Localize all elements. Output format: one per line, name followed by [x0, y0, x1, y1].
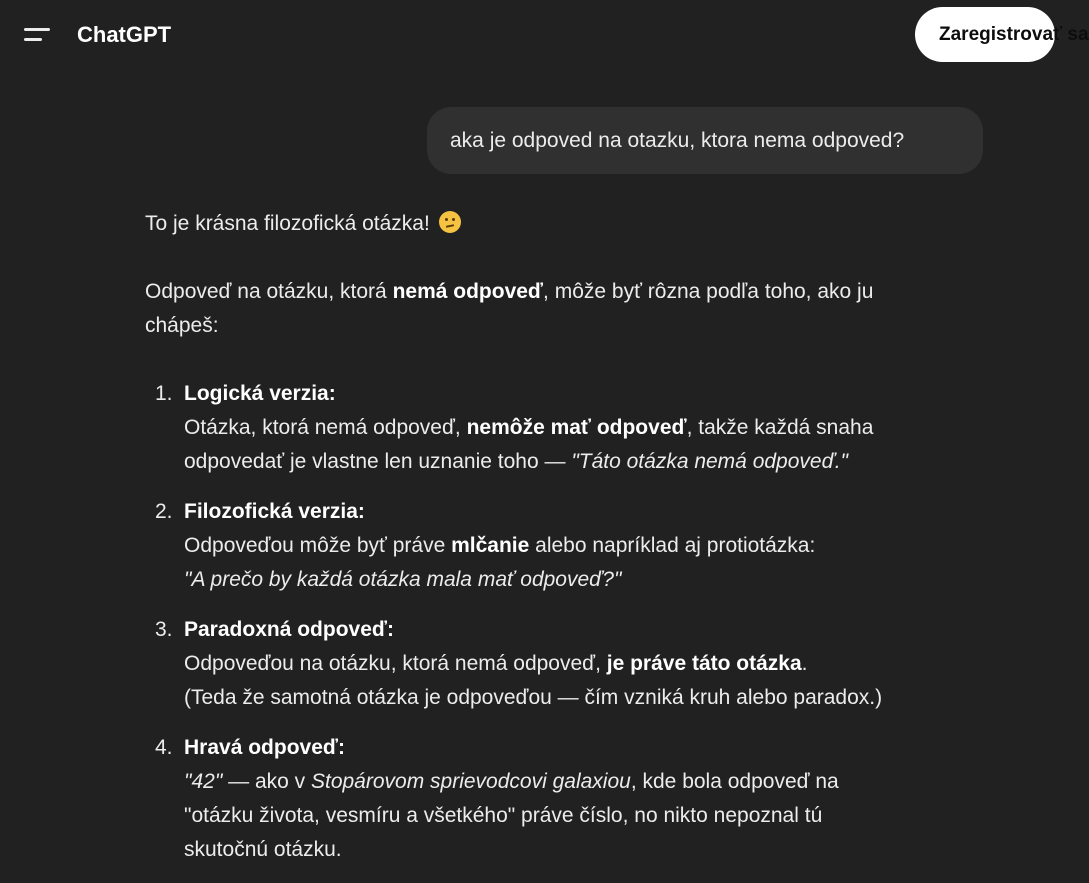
list-item: 1. Logická verzia: Otázka, ktorá nemá odpoveď, nemôže mať odpoveď, takže každá snaha odpovedať je vlastne len uznanie toho — "Táto otázka nemá odpoveď." [145, 377, 985, 479]
item-title: Paradoxná odpoveď: [184, 618, 394, 641]
thinking-face-icon [439, 211, 461, 233]
list-item: 3. Paradoxná odpoveď: Odpoveďou na otázku, ktorá nemá odpoveď, je práve táto otázka. (Teda že samotná otázka je odpoveďou — čím vzniká kruh alebo paradox.) [145, 613, 985, 715]
list-item: 4. Hravá odpoveď: "42" — ako v Stopárovom sprievodcovi galaxiou, kde bola odpoveď na "otázku života, vesmíru a všetkého" práve číslo, no nikto nepoznal tú skutočnú otázku. [145, 731, 985, 867]
signup-button[interactable]: Zaregistrovať sa [915, 7, 1055, 62]
app-title: ChatGPT [77, 22, 172, 47]
assistant-answer: Odpoveď na otázku, ktorá nemá odpoveď, môže byť rôzna podľa toho, ako ju chápeš: [145, 280, 874, 337]
menu-icon[interactable] [24, 24, 52, 46]
answer-list [145, 377, 985, 867]
assistant-intro: To je krásna filozofická otázka! [145, 207, 985, 241]
item-title: Hravá odpoveď: [184, 736, 345, 759]
assistant-message [145, 207, 985, 883]
list-item: 2. Filozofická verzia: Odpoveďou môže byť práve mlčanie alebo napríklad aj protiotázka: "A prečo by každá otázka mala mať odpoveď?" [145, 495, 985, 597]
user-message: aka je odpoved na otazku, ktora nema odpoved? [427, 107, 983, 174]
item-title: Logická verzia: [184, 382, 336, 405]
item-title: Filozofická verzia: [184, 500, 365, 523]
